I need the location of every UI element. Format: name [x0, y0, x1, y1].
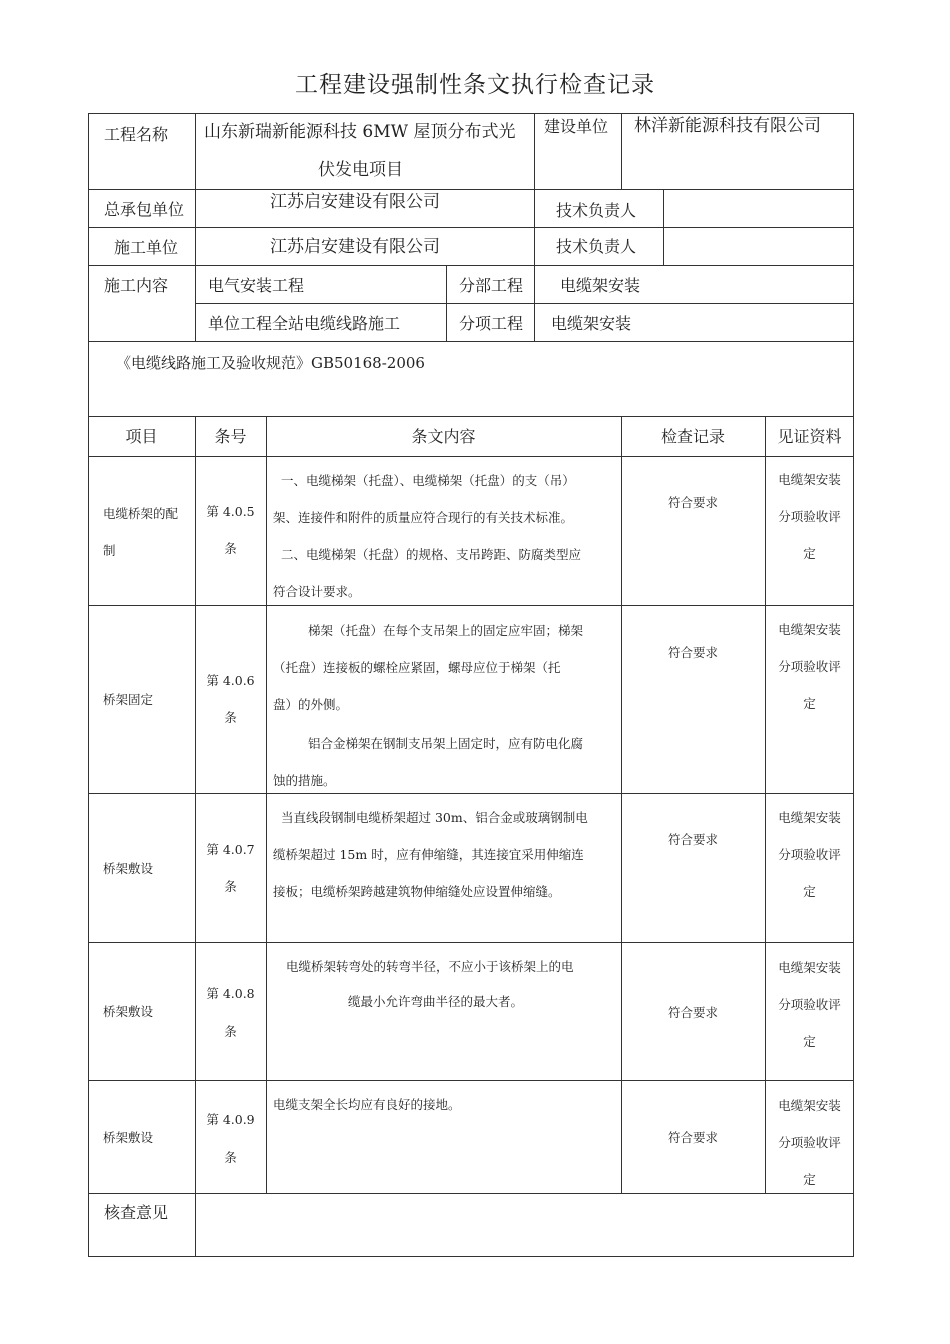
project-name-label: 工程名称 — [104, 125, 169, 144]
row-5-evidence-line2: 分项验收评 — [778, 1135, 841, 1150]
client-label: 建设单位 — [544, 117, 609, 136]
row-3-item: 桥架敷设 — [103, 861, 154, 876]
row-2-evidence-line2: 分项验收评 — [778, 659, 841, 674]
project-name-line2: 伏发电项目 — [318, 160, 403, 180]
contractor-label: 施工单位 — [114, 238, 179, 257]
row-2-clause-line1: 第 4.0.6 — [206, 673, 255, 688]
col-content: 条文内容 — [411, 427, 476, 446]
rule — [88, 793, 854, 794]
row-1-clause-line2: 条 — [224, 541, 237, 556]
row-2-evidence-line1: 电缆架安装 — [778, 622, 841, 637]
row-4-content-line1: 电缆桥架转弯处的转弯半径，不应小于该桥架上的电 — [286, 959, 574, 974]
row-3-evidence-line3: 定 — [803, 884, 816, 899]
subdivision-value: 电缆架安装 — [560, 276, 641, 295]
project-name-line1: 山东新瑞新能源科技 6MW 屋顶分布式光 — [204, 122, 516, 142]
gc-label: 总承包单位 — [104, 200, 185, 219]
rule — [621, 113, 622, 189]
rule — [534, 265, 535, 341]
row-2-item: 桥架固定 — [103, 692, 154, 707]
row-1-evidence-line2: 分项验收评 — [778, 509, 841, 524]
row-1-record: 符合要求 — [667, 495, 718, 510]
contractor-value: 江苏启安建设有限公司 — [270, 237, 440, 257]
review-comment-area[interactable] — [196, 1194, 852, 1255]
row-1-evidence-line1: 电缆架安装 — [778, 472, 841, 487]
rule — [266, 416, 267, 1193]
rule — [88, 456, 854, 457]
rule — [621, 416, 622, 1193]
row-2-content-line4: 铝合金梯架在钢制支吊架上固定时，应有防电化腐 — [308, 736, 584, 751]
col-evidence: 见证资料 — [777, 427, 842, 446]
row-1-item-line1: 电缆桥架的配 — [103, 506, 179, 521]
inspection-record-table — [88, 113, 854, 1257]
col-item: 项目 — [125, 427, 158, 446]
gc-value: 江苏启安建设有限公司 — [270, 192, 440, 212]
content-value-2: 单位工程全站电缆线路施工 — [208, 314, 401, 333]
rule — [88, 416, 854, 417]
standard-reference: 《电缆线路施工及验收规范》GB50168-2006 — [116, 354, 425, 372]
row-3-record: 符合要求 — [667, 832, 718, 847]
subdivision-label: 分部工程 — [459, 276, 524, 295]
col-record: 检查记录 — [660, 427, 725, 446]
rule — [88, 113, 854, 114]
row-4-clause-line2: 条 — [224, 1024, 237, 1039]
row-3-content-line1: 当直线段钢制电缆桥架超过 30m、铝合金或玻璃钢制电 — [281, 810, 588, 825]
tech-lead-label-2: 技术负责人 — [556, 237, 637, 256]
row-1-evidence-line3: 定 — [803, 546, 816, 561]
rule — [195, 113, 196, 341]
row-4-clause-line1: 第 4.0.8 — [206, 986, 255, 1001]
row-5-clause-line1: 第 4.0.9 — [206, 1112, 255, 1127]
rule — [88, 1256, 854, 1257]
row-4-evidence-line2: 分项验收评 — [778, 997, 841, 1012]
subitem-label: 分项工程 — [459, 314, 524, 333]
row-5-item: 桥架敷设 — [103, 1130, 154, 1145]
row-5-evidence-line1: 电缆架安装 — [778, 1098, 841, 1113]
row-2-content-line3: 盘）的外侧。 — [273, 697, 349, 712]
rule — [88, 227, 854, 228]
row-1-content-line3: 二、电缆梯架（托盘）的规格、支吊跨距、防腐类型应 — [281, 547, 582, 562]
rule — [446, 265, 447, 341]
row-5-evidence-line3: 定 — [803, 1172, 816, 1187]
rule — [88, 189, 854, 190]
row-3-clause-line1: 第 4.0.7 — [206, 842, 255, 857]
rule — [88, 113, 89, 1256]
rule — [88, 265, 854, 266]
row-4-evidence-line1: 电缆架安装 — [778, 960, 841, 975]
review-label: 核查意见 — [104, 1203, 169, 1222]
row-4-content-line2: 缆最小允许弯曲半径的最大者。 — [348, 994, 524, 1009]
row-4-evidence-line3: 定 — [803, 1034, 816, 1049]
col-clause: 条号 — [214, 427, 247, 446]
page-title: 工程建设强制性条文执行检查记录 — [295, 72, 655, 98]
rule — [88, 341, 854, 342]
content-value-1: 电气安装工程 — [208, 276, 305, 295]
row-2-record: 符合要求 — [667, 645, 718, 660]
row-2-content-line2: （托盘）连接板的螺栓应紧固，螺母应位于梯架（托 — [273, 660, 561, 675]
row-1-content-line2: 架、连接件和附件的质量应符合现行的有关技术标准。 — [273, 510, 574, 525]
rule — [663, 189, 664, 265]
subitem-value: 电缆架安装 — [551, 314, 632, 333]
rule — [88, 942, 854, 943]
row-2-evidence-line3: 定 — [803, 696, 816, 711]
rule — [88, 605, 854, 606]
rule — [195, 303, 854, 304]
client-value: 林洋新能源科技有限公司 — [634, 116, 821, 136]
row-2-content-line5: 蚀的措施。 — [273, 773, 336, 788]
row-5-content-line1: 电缆支架全长均应有良好的接地。 — [273, 1097, 461, 1112]
row-1-clause-line1: 第 4.0.5 — [206, 504, 255, 519]
content-label: 施工内容 — [104, 276, 169, 295]
row-1-content-line4: 符合设计要求。 — [273, 584, 361, 599]
row-3-clause-line2: 条 — [224, 879, 237, 894]
tech-lead-label-1: 技术负责人 — [556, 201, 637, 220]
rule — [534, 113, 535, 265]
row-1-content-line1: 一、电缆梯架（托盘）、电缆梯架（托盘）的支（吊） — [281, 473, 575, 488]
row-1-item-line2: 制 — [103, 543, 116, 558]
rule — [88, 1080, 854, 1081]
row-2-content-line1: 梯架（托盘）在每个支吊架上的固定应牢固；梯架 — [308, 623, 584, 638]
row-3-content-line3: 接板；电缆桥架跨越建筑物伸缩缝处应设置伸缩缝。 — [273, 884, 561, 899]
row-3-evidence-line1: 电缆架安装 — [778, 810, 841, 825]
row-3-evidence-line2: 分项验收评 — [778, 847, 841, 862]
row-3-content-line2: 缆桥架超过 15m 时，应有伸缩缝，其连接宜采用伸缩连 — [273, 847, 584, 862]
row-2-clause-line2: 条 — [224, 710, 237, 725]
row-5-clause-line2: 条 — [224, 1150, 237, 1165]
row-4-record: 符合要求 — [667, 1005, 718, 1020]
row-4-item: 桥架敷设 — [103, 1004, 154, 1019]
row-5-record: 符合要求 — [667, 1130, 718, 1145]
